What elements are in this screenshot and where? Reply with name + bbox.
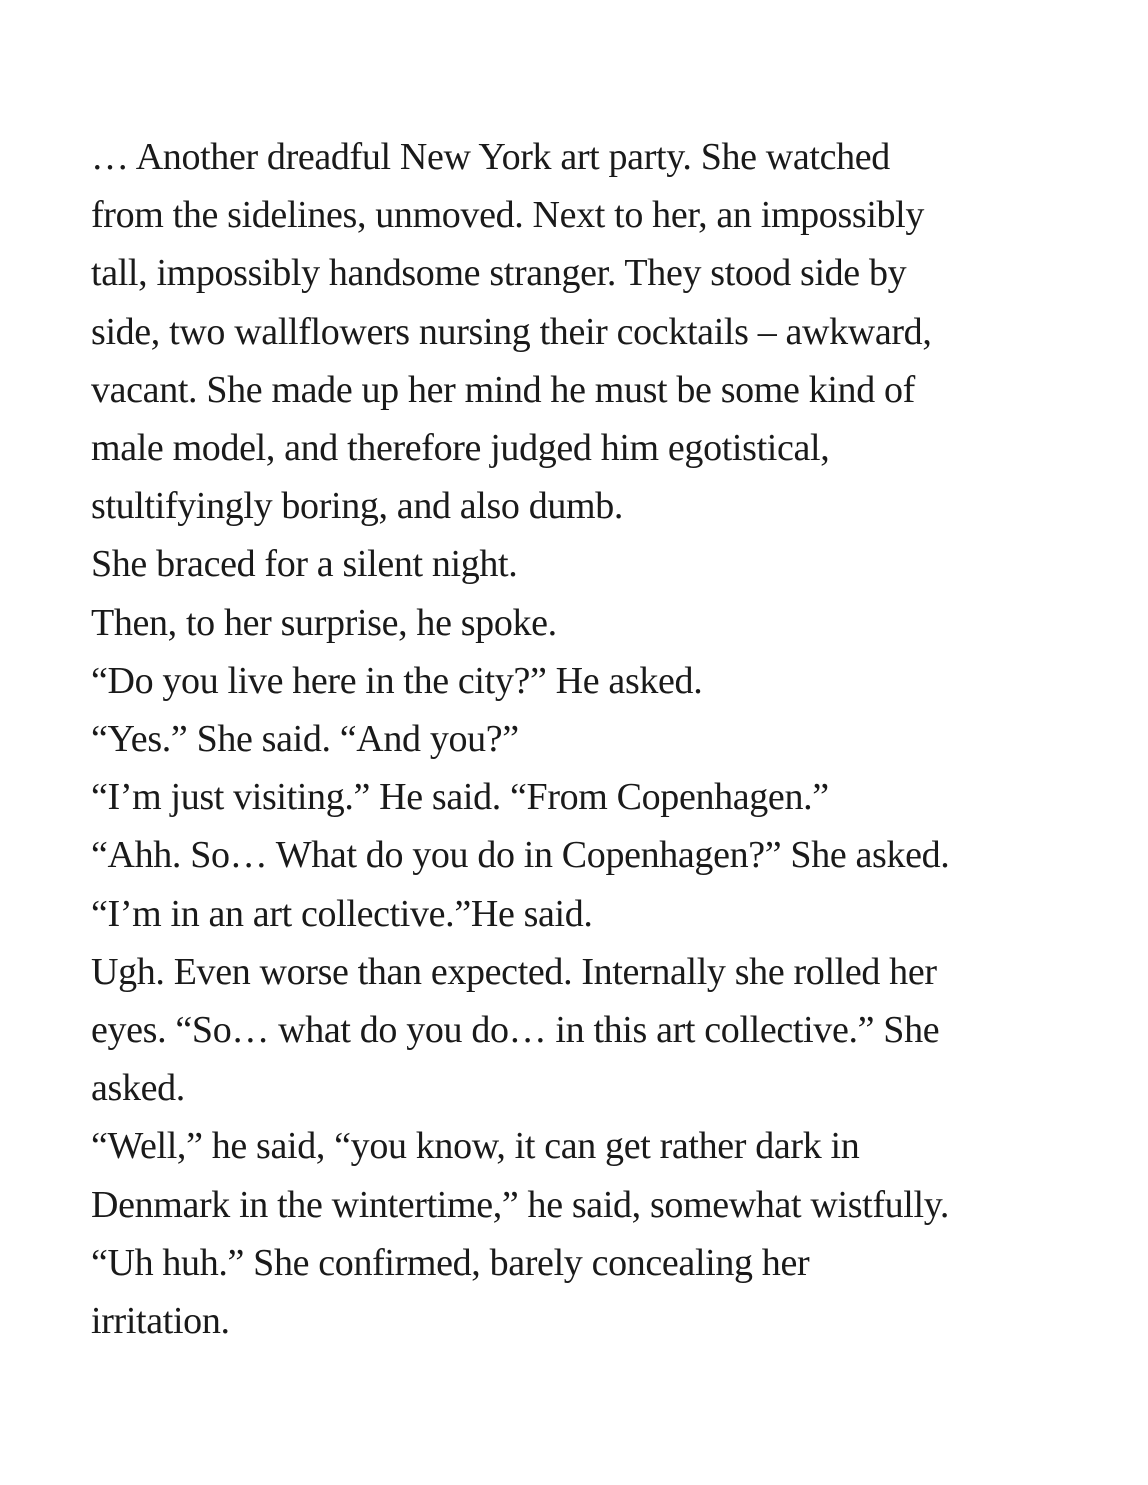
dialogue-well — [91, 1117, 1091, 1233]
story-text — [91, 128, 1091, 1350]
text-line: Ugh. Even worse than expected. Internally she rolled her — [91, 950, 937, 993]
text-line: “Yes.” She said. “And you?” — [91, 718, 519, 761]
dialogue-art-collective — [91, 885, 1091, 943]
text-line: from the sidelines, unmoved. Next to her, an impossibly — [91, 194, 925, 237]
paragraph-he-spoke — [91, 594, 1091, 652]
text-line: “I’m in an art collective.”He said. — [91, 892, 593, 935]
dialogue-live-here — [91, 652, 1091, 710]
dialogue-uh-huh — [91, 1234, 1091, 1350]
text-line: asked. — [91, 1067, 185, 1110]
text-line: “Well,” he said, “you know, it can get rather dark in — [91, 1125, 860, 1168]
text-line: irritation. — [91, 1300, 230, 1343]
text-line: side, two wallflowers nursing their cocktails – awkward, — [91, 310, 932, 353]
dialogue-copenhagen — [91, 826, 1091, 884]
dialogue-visiting — [91, 768, 1091, 826]
text-line: She braced for a silent night. — [91, 543, 518, 586]
text-line: “Ahh. So… What do you do in Copenhagen?” She asked. — [91, 834, 950, 877]
text-line: tall, impossibly handsome stranger. They stood side by — [91, 252, 907, 295]
text-line: Denmark in the wintertime,” he said, somewhat wistfully. — [91, 1183, 950, 1226]
paragraph-party — [91, 128, 1091, 535]
text-line: “Do you live here in the city?” He asked. — [91, 659, 703, 702]
text-line: … Another dreadful New York art party. She watched — [91, 136, 890, 178]
text-line: “I’m just visiting.” He said. “From Copenhagen.” — [91, 776, 829, 819]
text-line: male model, and therefore judged him egotistical, — [91, 427, 830, 470]
text-line: vacant. She made up her mind he must be some kind of — [91, 368, 915, 411]
paragraph-silent-night — [91, 535, 1091, 593]
text-line: stultifyingly boring, and also dumb. — [91, 485, 624, 528]
text-line: Then, to her surprise, he spoke. — [91, 601, 557, 644]
text-line: eyes. “So… what do you do… in this art collective.” She — [91, 1009, 940, 1052]
text-line: “Uh huh.” She confirmed, barely concealing her — [91, 1241, 810, 1284]
paragraph-ugh — [91, 943, 1091, 1118]
dialogue-yes — [91, 710, 1091, 768]
